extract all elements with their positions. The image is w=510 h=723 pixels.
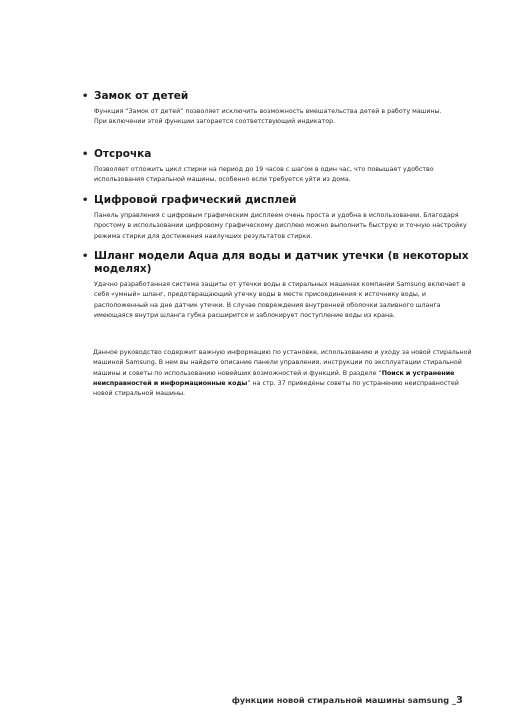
bullet-icon: • [82,91,89,102]
bullet-icon: • [82,251,89,262]
section-heading: Замок от детей [94,90,189,102]
section-delay [82,148,474,186]
footer-text: функции новой стиральной машины samsung _ [231,695,457,705]
intro-paragraph [93,348,473,399]
intro-text [93,348,473,399]
page-number: 3 [456,695,463,706]
section-heading: Шланг модели Aqua для воды и датчик утечки (в некоторых моделях) [94,250,469,275]
section-child-lock [82,90,474,128]
section-paragraph: Удачно разработанная система защиты от утечки воды в стиральных машинах компании Samsung включает в себя «умный» шланг, предотвращающий утечку воды в месте присоединения к источнику воды, и расположенный на дне датчик утечки. В случае повреждения внутренней оболочки заливного шланга имеющаяся внутри шланга губка расширится и заблокирует поступление воды из крана. [94,281,466,319]
intro-text-part1: Данное руководство содержит важную информацию по установке, использованию и уходу за новой стиральной машиной Samsung. В нем вы найдете описание панели управления, инструкции по эксплуатации стиральной машины и советы по использованию новейших возможностей и функций. В разделе “ [93,349,472,377]
section-aqua-hose [82,250,474,321]
section-paragraph: При включении этой функции загорается соответствующий индикатор. [94,118,336,126]
intro-text-part2: ” на стр. 37 приведены советы по устранению неисправностей новой стиральной машины. [93,379,459,398]
intro-bold-reference: Поиск и устранение неисправностей и информационные коды [93,369,455,387]
section-paragraph: Позволяет отложить цикл стирки на период до 19 часов с шагом в один час, что повышает удобство использования стиральной машины, особенно если требуется уйти из дома. [94,166,434,184]
page-footer [232,695,463,706]
bullet-icon: • [82,195,89,206]
bullet-icon: • [82,149,89,160]
section-digital-display [82,194,474,242]
section-heading: Отсрочка [94,148,152,160]
section-heading: Цифровой графический дисплей [94,194,297,206]
section-paragraph: Функция “Замок от детей” позволяет исключить возможность вмешательства детей в работу машины. [94,108,442,115]
section-paragraph: Панель управления с цифровым графическим дисплеем очень проста и удобна в использовании. Благодаря простому в использовании цифровому графическому дисплею можно выполнить быструю и точную настройку режима стирки для достижения наилучших результатов стирки. [94,212,467,240]
